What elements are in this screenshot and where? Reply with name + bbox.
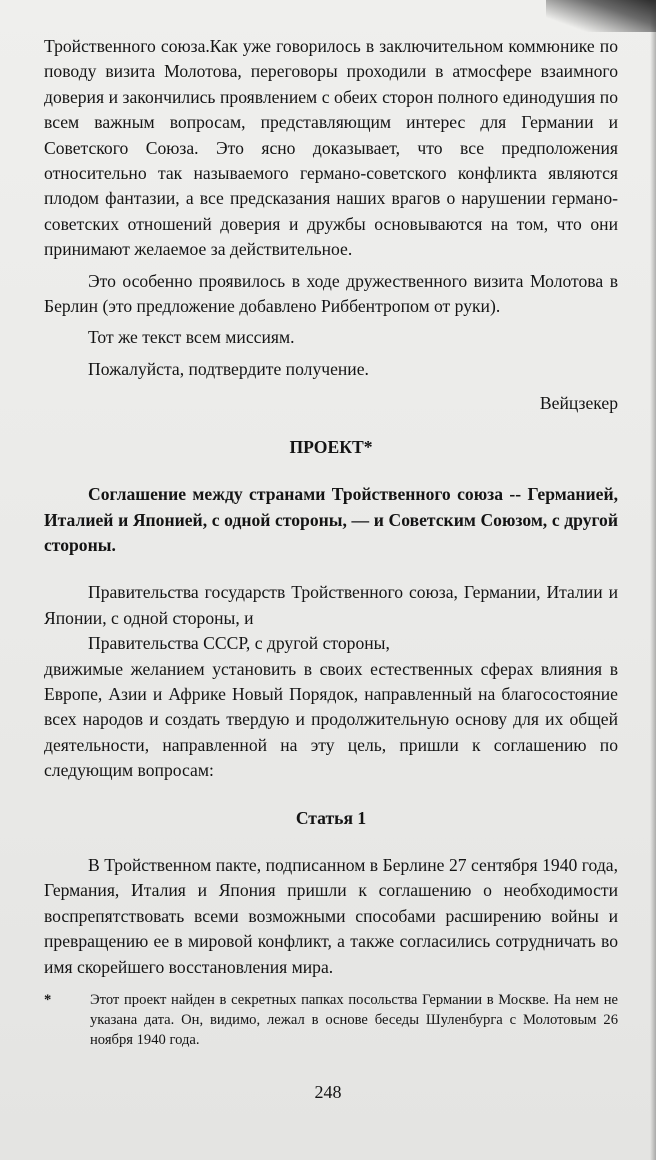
paragraph-3: Тот же текст всем миссиям. xyxy=(88,327,295,348)
paragraph-4: Пожалуйста, подтвердите получение. xyxy=(88,358,369,379)
footnote xyxy=(44,990,618,1050)
agreement-title: Соглашение между странами Тройственного союза -- Германией, Италией и Японией, с одной стороны, — и Советским Союзом, с другой стороны. xyxy=(44,484,618,555)
article-heading: Статья 1 xyxy=(295,807,367,828)
signature: Вейцзекер xyxy=(539,393,618,414)
paragraph-7: движимые желанием установить в своих естественных сферах влияния в Европе, Азии и Африке Новый Порядок, направленный на благосостояние всех народов и создать твердую и продолжительную основу для их общей деятельности, направленной на эту цель, пришли к соглашению по следующим вопросам: xyxy=(44,658,618,781)
paragraph-8: В Тройственном пакте, подписанном в Берлине 27 сентября 1940 года, Германия, Италия и Япония пришли к соглашению о необходимости воспрепятствовать всеми возможными способами расширению войны и превращению ее в мировой конфликт, а также согласились сотрудничать во имя скорейшего восстановления мира. xyxy=(44,854,618,977)
page-number: 248 xyxy=(314,1082,342,1102)
paragraph-2: Это особенно проявилось в ходе дружественного визита Молотова в Берлин (это предложение добавлено Риббентропом от руки). xyxy=(44,270,618,317)
project-heading: ПРОЕКТ* xyxy=(289,436,373,457)
paragraph-1: Тройственного союза.Как уже говорилось в заключительном коммюнике по поводу визита Молотова, переговоры проходили в атмосфере взаимного доверия и закончились проявлением с обеих сторон полного единодушия по всем важным вопросам, представляющим интерес для Германии и Советского Союза. Это ясно доказывает, что все предположения относительно так называемого германо-советского конфликта являются плодом фантазии, а все предсказания наших врагов о нарушении германо-советских отношений доверия и дружбы основываются на том, что они принимают желаемое за действительное. xyxy=(44,36,618,260)
scan-edge-shadow xyxy=(650,0,656,1160)
footnote-mark: * xyxy=(44,992,52,1008)
scan-corner-shadow xyxy=(546,0,656,32)
paragraph-6: Правительства СССР, с другой стороны, xyxy=(88,633,390,654)
footnote-text: Этот проект найден в секретных папках посольства Германии в Москве. На нем не указана дата. Он, видимо, лежал в основе беседы Шуленбурга с Молотовым 26 ноября 1940 года. xyxy=(90,992,618,1048)
paragraph-5: Правительства государств Тройственного союза, Германии, Италии и Японии, с одной стороны, и xyxy=(44,582,618,628)
